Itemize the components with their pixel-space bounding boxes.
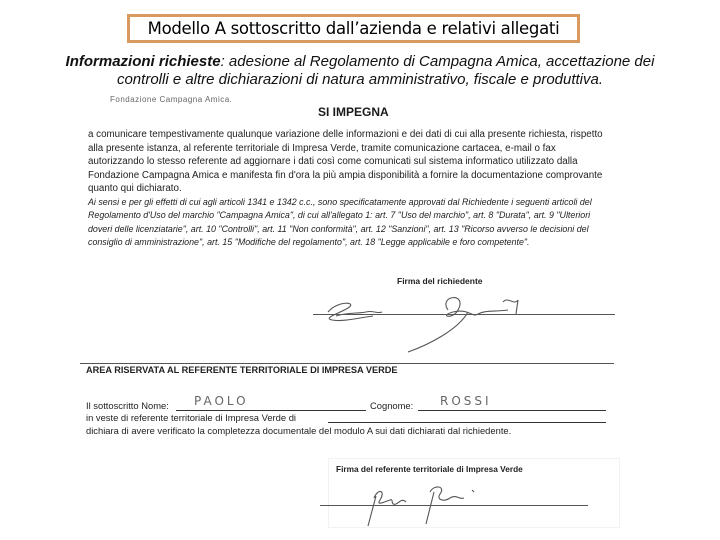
referent-signature-label: Firma del referente territoriale di Impresa Verde (336, 464, 523, 474)
paragraph-line: Fondazione Campagna Amica e manifesta fin d'ora la più ampia disponibilità a fornire la documentazione comprovante (88, 169, 603, 181)
paragraph-line: consiglio di amministrazione", art. 15 "Modifiche del regolamento", art. 18 "Legge applicabile e foro competente". (88, 237, 530, 248)
paragraph-line: doveri delle licenziatarie", art. 10 "Controlli", art. 11 "Non conformità", art. 12 "Sanzioni", art. 13 "Ricorso avverso le decisioni del (88, 223, 589, 234)
paragraph-line: autorizzando lo stesso referente ad aggiornare i dati così come comunicati sul sistema informatico utilizzato dalla (88, 156, 578, 168)
surname-label: Cognome: (370, 400, 414, 411)
paragraph-line: quanto qui dichiarato. (88, 183, 182, 195)
reserved-area-heading: AREA RISERVATA AL REFERENTE TERRITORIALE DI IMPRESA VERDE (86, 365, 398, 375)
referent-signature-icon (360, 478, 500, 528)
name-row (86, 400, 169, 411)
subtitle-line-2: controlli e altre dichiarazioni di natura amministrativo, fiscale e produttiva. (116, 71, 604, 88)
paragraph-line: a comunicare tempestivamente qualunque variazione delle informazioni e dei dati di cui alla presente richiesta, rispetto (88, 129, 603, 140)
subtitle-bold-label: Informazioni richieste (65, 53, 221, 70)
section-heading: SI IMPEGNA (318, 105, 389, 119)
applicant-signature-icon (318, 290, 558, 350)
faded-header-text: Fondazione Campagna Amica. (110, 95, 233, 104)
paragraph-line: Regolamento d'Uso del marchio "Campagna Amica", di cui all'allegato 1: art. 7 "Uso del marchio", art. 8 "Durata", art. 9 "Ulteriori (88, 210, 591, 221)
paragraph-line: alla presente istanza, al referente territoriale di Impresa Verde, tramite comunicazione cartacea, e-mail o fax (88, 142, 556, 154)
declaration-text: dichiara di avere verificato la completezza documentale del modulo A sui dati dichiarati dal richiedente. (86, 425, 512, 436)
section-divider (80, 363, 614, 364)
slide-title: Modello A sottoscritto dall’azienda e relativi allegati (147, 19, 560, 38)
surname-field[interactable]: ROSSI (440, 394, 492, 408)
name-field-underline (176, 410, 366, 411)
applicant-signature-label: Firma del richiedente (397, 276, 483, 286)
name-label: Il sottoscritto Nome: (86, 400, 169, 411)
role-field-underline[interactable] (328, 422, 606, 423)
commitment-paragraph (88, 128, 603, 196)
name-field[interactable]: PAOLO (194, 394, 249, 408)
role-label: in veste di referente territoriale di Impresa Verde di (86, 412, 296, 423)
paragraph-line: Ai sensi e per gli effetti di cui agli articoli 1341 e 1342 c.c., sono specificatamente approvati dal Richiedente i seguenti articoli del (88, 197, 592, 207)
legal-clauses-paragraph (88, 196, 592, 250)
surname-field-underline (418, 410, 606, 411)
subtitle-text: : adesione al Regolamento di Campagna Amica, accettazione dei (220, 53, 655, 70)
